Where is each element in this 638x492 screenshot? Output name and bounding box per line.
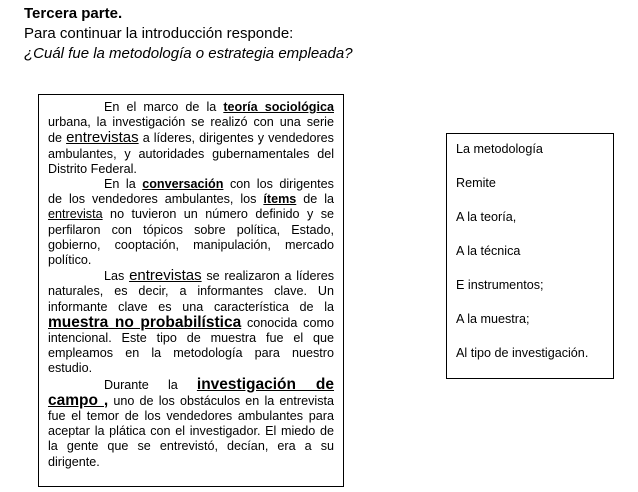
passage-box [38, 94, 344, 487]
p4-text-b: uno de los obstáculos en la entrevista fue el temor de los vendedores ambulantes para aceptar la plática con el investigador. El miedo de la gente que se entrevistó, decían, era a su dirigente. [48, 393, 335, 469]
instruction-text: Para continuar la introducción responde: [24, 25, 294, 42]
p2-text-b: con los dirigentes de los vendedores ambulantes, los [48, 177, 334, 207]
p2-text-d: no tuvieron un número definido y se perfilaron con tópicos sobre política, Estado, gobierno, cooptación, manipulación, mercado político. [48, 207, 334, 268]
question-text: ¿Cuál fue la metodología o estrategia empleada? [24, 45, 353, 62]
methodology-list-box [446, 133, 614, 379]
keyword-teoria-sociologica: teoría sociológica [223, 100, 334, 114]
keyword-conversacion: conversación [142, 177, 224, 192]
p1-text-b: urbana, la investigación se realizó con una serie de [48, 115, 334, 146]
list-item: Al tipo de investigación. [456, 346, 589, 360]
p3-text-b: se realizaron a líderes naturales, es decir, a informantes clave. Un informante clave es una característica de la [48, 269, 334, 314]
list-item: La metodología [456, 142, 543, 156]
keyword-investigacion-de-campo: investigación de campo , [48, 375, 335, 409]
list-item: E instrumentos; [456, 278, 544, 292]
list-item: A la muestra; [456, 312, 530, 326]
keyword-items: ítems [263, 192, 297, 207]
p2-text-a: En la [104, 177, 143, 192]
keyword-muestra-no-probabilistica: muestra no probabilística [48, 313, 242, 331]
p3-text-c: conocida como intencional. Este tipo de muestra fue el que empleamos en la metodología para nuestro estudio. [48, 315, 334, 376]
section-title: Tercera parte. [24, 5, 123, 22]
p1-text-c: a líderes, dirigentes y vendedores ambulantes, y autoridades gubernamentales del Distrito Federal. [48, 131, 334, 176]
list-item: A la teoría, [456, 210, 517, 224]
p2-text-c: de la [296, 192, 335, 207]
header [24, 4, 624, 64]
paragraph-4 [48, 377, 334, 470]
paragraph-2 [48, 177, 334, 268]
keyword-entrevistas-2: entrevistas [129, 267, 202, 285]
list-item: A la técnica [456, 244, 521, 258]
keyword-entrevistas: entrevistas [66, 129, 139, 147]
keyword-entrevista: entrevista [48, 207, 103, 222]
paragraph-3 [48, 268, 334, 376]
p3-text-a: Las [104, 269, 130, 284]
list-item: Remite [456, 176, 496, 190]
p4-text-a: Durante la [104, 377, 197, 392]
p1-text-a: En el marco de la [104, 100, 224, 114]
paragraph-1 [48, 100, 334, 177]
